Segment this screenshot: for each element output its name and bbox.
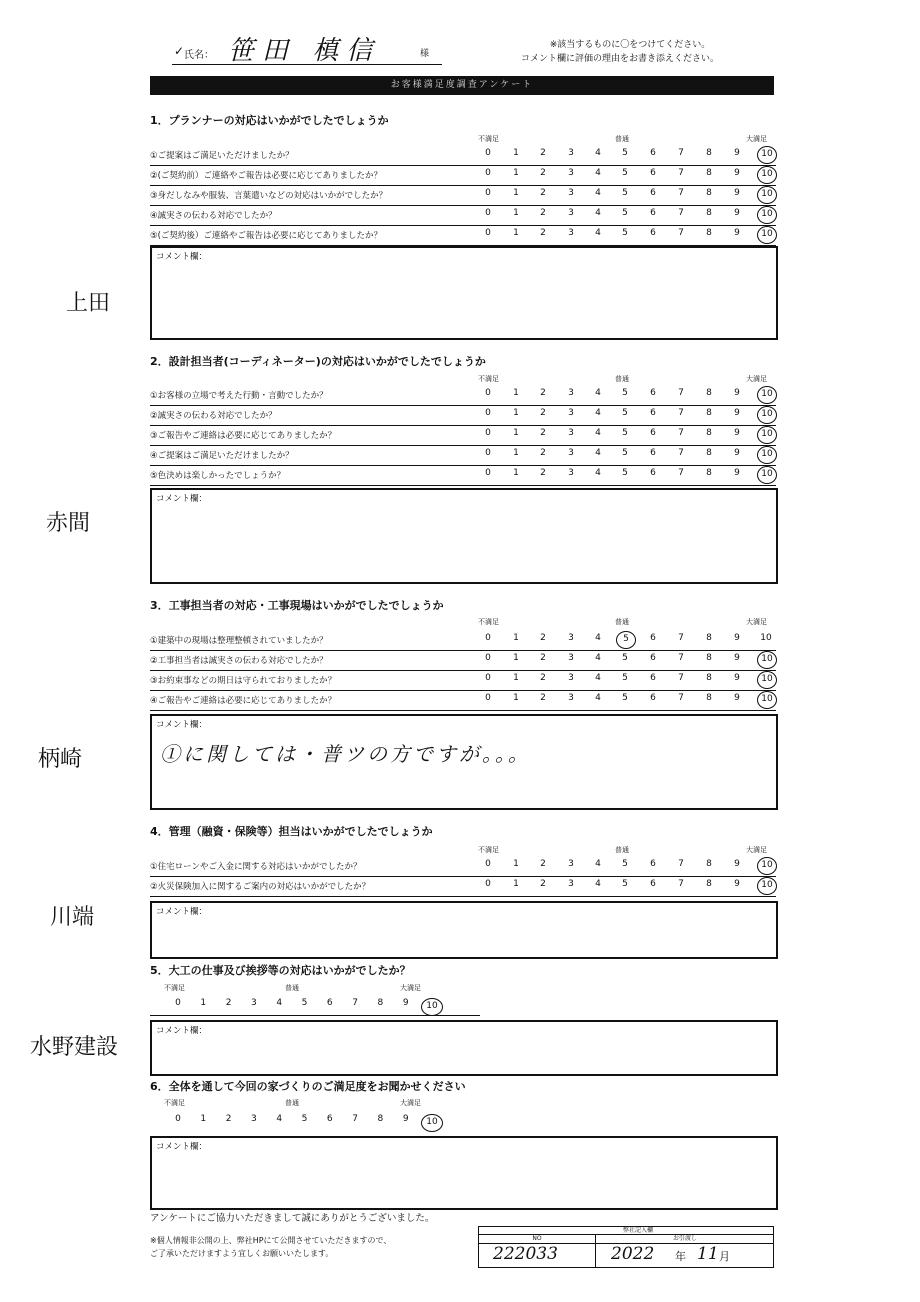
office-record-box (478, 1226, 774, 1268)
rating-option[interactable]: 5 (622, 879, 628, 889)
rating-option[interactable]: 1 (513, 228, 519, 238)
rating-option[interactable]: 1 (513, 673, 519, 683)
rating-option[interactable]: 2 (540, 388, 546, 398)
rating-option[interactable]: 0 (485, 168, 491, 178)
rating-option[interactable]: 0 (485, 408, 491, 418)
staff-name: 赤間 (46, 511, 91, 536)
rating-option[interactable]: 9 (734, 208, 740, 218)
question-row (150, 406, 776, 426)
rating-option[interactable]: 4 (595, 468, 601, 478)
rating-option[interactable]: 3 (568, 208, 574, 218)
rating-option[interactable]: 7 (678, 168, 684, 178)
staff-name: 川端 (50, 905, 95, 930)
selected-rating[interactable]: 10 (757, 877, 777, 895)
rating-option[interactable]: 2 (540, 879, 546, 889)
question-row (150, 186, 776, 206)
rating-option[interactable]: 1 (513, 633, 519, 643)
rating-option[interactable]: 4 (595, 653, 601, 663)
rating-option[interactable]: 3 (568, 428, 574, 438)
rating-option[interactable]: 8 (377, 1114, 384, 1124)
rating-option[interactable]: 9 (734, 228, 740, 238)
rating-option[interactable]: 1 (513, 468, 519, 478)
no-label: NO (479, 1235, 595, 1244)
question-text: ①ご提案はご満足いただけましたか？ (150, 151, 294, 161)
checkmark-icon: ✓ (174, 44, 185, 58)
rating-option[interactable]: 6 (650, 188, 656, 198)
rating-option[interactable]: 3 (568, 188, 574, 198)
comment-label: コメント欄： (156, 252, 208, 262)
rating-option[interactable]: 8 (706, 148, 712, 158)
rating-option[interactable]: 9 (734, 408, 740, 418)
rating-option[interactable]: 5 (622, 388, 628, 398)
rating-option[interactable]: 5 (622, 188, 628, 198)
rating-option[interactable]: 4 (276, 998, 283, 1008)
rating-option[interactable]: 3 (568, 168, 574, 178)
rating-option[interactable]: 6 (650, 428, 656, 438)
question-row (150, 386, 776, 406)
rating-option[interactable]: 0 (485, 208, 491, 218)
scale-mid-label: 普通 (615, 846, 629, 854)
rating-option[interactable]: 2 (540, 859, 546, 869)
rating-option[interactable]: 3 (251, 998, 257, 1008)
rating-option[interactable]: 9 (734, 468, 740, 478)
comment-box[interactable] (150, 714, 778, 810)
question-row (150, 857, 776, 877)
selected-rating[interactable]: 10 (757, 446, 777, 464)
selected-rating[interactable]: 10 (757, 691, 777, 709)
comment-label: コメント欄： (156, 1026, 208, 1036)
rating-option[interactable]: 0 (175, 998, 181, 1008)
selected-rating[interactable]: 10 (757, 671, 777, 689)
rating-option[interactable]: 9 (734, 673, 740, 683)
question-row (150, 206, 776, 226)
honorific: 様 (420, 49, 430, 59)
rating-option[interactable]: 0 (485, 693, 491, 703)
question-text: ⑤色決めは楽しかったでしょうか？ (150, 471, 286, 481)
rating-option[interactable]: 5 (622, 428, 628, 438)
rating-option[interactable]: 7 (678, 228, 684, 238)
rating-option[interactable]: 7 (678, 188, 684, 198)
rating-option[interactable]: 9 (734, 428, 740, 438)
rating-option[interactable]: 7 (352, 998, 358, 1008)
staff-name: 水野建設 (30, 1035, 119, 1060)
rating-option[interactable]: 3 (568, 228, 574, 238)
rating-option[interactable]: 7 (678, 673, 684, 683)
section-title: 4．管理（融資・保険等）担当はいかがでしたでしょうか (150, 825, 433, 838)
question-text: ①建築中の現場は整理整頓されていましたか？ (150, 636, 328, 646)
rating-option[interactable]: 7 (678, 653, 684, 663)
rating-option[interactable]: 8 (706, 879, 712, 889)
rating-option[interactable]: 6 (650, 448, 656, 458)
rating-option[interactable]: 3 (568, 693, 574, 703)
rating-option[interactable]: 0 (485, 653, 491, 663)
rating-option[interactable]: 6 (650, 859, 656, 869)
question-row (150, 651, 776, 671)
rating-option[interactable]: 1 (513, 188, 519, 198)
rating-option[interactable]: 2 (540, 208, 546, 218)
rating-option[interactable]: 9 (734, 168, 740, 178)
scale-low-label: 不満足 (478, 135, 499, 143)
rating-option[interactable]: 5 (622, 208, 628, 218)
scale-high-label: 大満足 (746, 618, 767, 626)
rating-option[interactable]: 2 (540, 428, 546, 438)
rating-option[interactable]: 5 (301, 1114, 308, 1124)
question-text: ③ご報告やご連絡は必要に応じてありましたか？ (150, 431, 337, 441)
rating-option[interactable]: 6 (650, 633, 656, 643)
rating-option[interactable]: 4 (595, 188, 601, 198)
rating-option[interactable]: 6 (650, 653, 656, 663)
rating-option[interactable]: 8 (706, 859, 712, 869)
scale-mid-label: 普通 (615, 375, 629, 383)
selected-rating[interactable]: 10 (757, 426, 777, 444)
rating-option[interactable]: 1 (513, 653, 519, 663)
rating-option[interactable]: 9 (734, 879, 740, 889)
rating-option[interactable]: 0 (485, 428, 491, 438)
question-text: ⑤(ご契約後）ご連絡やご報告は必要に応じてありましたか？ (150, 231, 382, 241)
rating-option[interactable]: 5 (622, 148, 628, 158)
comment-label: コメント欄： (156, 494, 208, 504)
comment-box[interactable] (150, 488, 778, 584)
question-text: ③身だしなみや服装、言葉遣いなどの対応はいかがでしたか？ (150, 191, 388, 201)
footer-thanks: アンケートにご協力いただきまして誠にありがとうございました。 (150, 1213, 435, 1224)
rating-option[interactable]: 9 (734, 148, 740, 158)
rating-option[interactable]: 9 (734, 633, 740, 643)
section-title: 3．工事担当者の対応・工事現場はいかがでしたでしょうか (150, 599, 444, 612)
rating-option[interactable]: 5 (622, 228, 628, 238)
customer-name: 笹田 槙信 (228, 36, 381, 66)
rating-option[interactable]: 8 (706, 428, 712, 438)
rating-option[interactable]: 8 (706, 448, 712, 458)
rating-option[interactable]: 6 (326, 1114, 333, 1124)
selected-rating[interactable]: 10 (757, 206, 777, 224)
question-text: ②火災保険加入に関するご案内の対応はいかがでしたか？ (150, 882, 371, 892)
rating-option[interactable]: 0 (485, 388, 491, 398)
rating-option[interactable]: 7 (678, 879, 684, 889)
rating-option[interactable]: 1 (513, 168, 519, 178)
rating-option[interactable]: 8 (706, 653, 712, 663)
rating-option[interactable]: 2 (540, 168, 546, 178)
rating-option[interactable]: 7 (678, 408, 684, 418)
rating-option[interactable]: 8 (706, 388, 712, 398)
rating-option[interactable]: 6 (650, 388, 656, 398)
selected-rating[interactable]: 10 (757, 466, 777, 484)
scale-high-label: 大満足 (400, 1099, 421, 1107)
scale-low-label: 不満足 (478, 618, 499, 626)
rating-option[interactable]: 3 (568, 448, 574, 458)
rating-option[interactable]: 5 (622, 408, 628, 418)
rating-option[interactable]: 5 (622, 468, 628, 478)
rating-option[interactable]: 6 (650, 208, 656, 218)
selected-rating[interactable]: 10 (757, 226, 777, 244)
instruction-line-1: ※該当するものに〇をつけてください。 (549, 40, 711, 50)
rating-underline (150, 1015, 480, 1016)
rating-option[interactable]: 4 (595, 388, 601, 398)
record-header: 弊社記入欄 (479, 1227, 773, 1235)
handover-year: 2022 (611, 1244, 655, 1264)
rating-option[interactable]: 6 (650, 879, 656, 889)
rating-option[interactable]: 6 (650, 228, 656, 238)
rating-option[interactable]: 5 (622, 693, 628, 703)
rating-option[interactable]: 9 (734, 653, 740, 663)
rating-option[interactable]: 9 (402, 1114, 409, 1124)
question-row (150, 631, 776, 651)
scale-mid-label: 普通 (285, 1099, 299, 1107)
staff-name: 柄崎 (38, 747, 83, 772)
footer-notice-1: ※個人情報非公開の上、弊社HPにて公開させていただきますので、 (150, 1236, 392, 1245)
rating-option[interactable]: 3 (568, 388, 574, 398)
scale-high-label: 大満足 (400, 984, 421, 992)
rating-option[interactable]: 1 (513, 408, 519, 418)
rating-option[interactable]: 1 (513, 879, 519, 889)
rating-option[interactable]: 0 (485, 148, 491, 158)
rating-option[interactable]: 2 (540, 653, 546, 663)
rating-option[interactable]: 3 (568, 408, 574, 418)
rating-option[interactable]: 4 (595, 859, 601, 869)
rating-option[interactable]: 3 (568, 859, 574, 869)
question-text: ④ご提案はご満足いただけましたか？ (150, 451, 294, 461)
scale-low-label: 不満足 (164, 984, 185, 992)
rating-option[interactable]: 4 (595, 228, 601, 238)
rating-option[interactable]: 3 (568, 673, 574, 683)
question-text: ③お約束事などの期日は守られておりましたか？ (150, 676, 337, 686)
handover-month: 11 (697, 1244, 719, 1264)
rating-option[interactable]: 1 (200, 1114, 207, 1124)
rating-option[interactable]: 7 (678, 693, 684, 703)
survey-banner: お客様満足度調査アンケート (150, 76, 774, 95)
rating-option[interactable]: 6 (650, 148, 656, 158)
rating-option[interactable]: 3 (568, 468, 574, 478)
rating-option[interactable]: 7 (678, 859, 684, 869)
selected-rating[interactable]: 10 (757, 406, 777, 424)
scale-mid-label: 普通 (615, 135, 629, 143)
question-text: ②(ご契約前）ご連絡やご報告は必要に応じてありましたか？ (150, 171, 382, 181)
rating-option[interactable]: 7 (352, 1114, 358, 1124)
question-row (150, 446, 776, 466)
rating-option[interactable]: 2 (225, 1114, 232, 1124)
rating-option[interactable]: 6 (650, 673, 656, 683)
rating-option[interactable]: 2 (540, 633, 546, 643)
rating-option[interactable]: 0 (485, 879, 491, 889)
rating-option[interactable]: 2 (540, 448, 546, 458)
footer-notice-2: ご了承いただけますよう宜しくお願いいたします。 (150, 1249, 334, 1258)
rating-option[interactable]: 2 (540, 408, 546, 418)
rating-option[interactable]: 8 (377, 998, 384, 1008)
rating-option[interactable]: 5 (622, 653, 628, 663)
selected-rating[interactable]: 10 (421, 1114, 443, 1132)
rating-option[interactable]: 8 (706, 693, 712, 703)
rating-option[interactable]: 7 (678, 633, 684, 643)
handover-label: お引渡し (595, 1235, 774, 1244)
rating-option[interactable]: 4 (595, 168, 601, 178)
rating-option[interactable]: 4 (595, 208, 601, 218)
scale-low-label: 不満足 (478, 375, 499, 383)
rating-option[interactable]: 4 (595, 428, 601, 438)
selected-rating[interactable]: 10 (757, 146, 777, 164)
question-row (150, 426, 776, 446)
rating-option[interactable]: 1 (513, 693, 519, 703)
section-title: 5．大工の仕事及び挨拶等の対応はいかがでしたか？ (150, 964, 411, 977)
rating-option[interactable]: 4 (595, 673, 601, 683)
rating-option[interactable]: 8 (706, 633, 712, 643)
rating-option[interactable]: 1 (513, 859, 519, 869)
rating-option[interactable]: 0 (485, 228, 491, 238)
comment-box[interactable] (150, 901, 778, 959)
rating-option[interactable]: 6 (650, 693, 656, 703)
rating-option[interactable]: 9 (734, 448, 740, 458)
question-row (150, 146, 776, 166)
rating-option[interactable]: 7 (678, 148, 684, 158)
question-row (150, 691, 776, 711)
rating-option[interactable]: 9 (734, 388, 740, 398)
scale-mid-label: 普通 (285, 984, 299, 992)
question-row (150, 671, 776, 691)
rating-option[interactable]: 4 (595, 633, 601, 643)
question-row (150, 877, 776, 897)
rating-option[interactable]: 6 (326, 998, 333, 1008)
rating-option[interactable]: 8 (706, 188, 712, 198)
rating-option[interactable]: 1 (513, 388, 519, 398)
rating-option[interactable]: 0 (175, 1114, 181, 1124)
rating-option[interactable]: 2 (225, 998, 232, 1008)
name-label: 氏名： (184, 50, 214, 61)
question-text: ②工事担当者は誠実さの伝わる対応でしたか？ (150, 656, 328, 666)
selected-rating[interactable]: 10 (757, 857, 777, 875)
year-unit: 年 (675, 1250, 686, 1263)
selected-rating[interactable]: 10 (757, 186, 777, 204)
rating-option[interactable]: 3 (568, 148, 574, 158)
rating-option[interactable]: 5 (622, 859, 628, 869)
rating-option[interactable]: 4 (276, 1114, 283, 1124)
question-row (150, 466, 776, 486)
comment-box[interactable] (150, 1136, 778, 1210)
rating-option[interactable]: 10 (760, 633, 772, 643)
rating-option[interactable]: 2 (540, 148, 546, 158)
scale-low-label: 不満足 (164, 1099, 185, 1107)
rating-option[interactable]: 2 (540, 188, 546, 198)
scale-high-label: 大満足 (746, 375, 767, 383)
rating-option[interactable]: 1 (513, 208, 519, 218)
rating-option[interactable]: 8 (706, 208, 712, 218)
rating-option[interactable]: 8 (706, 408, 712, 418)
rating-option[interactable]: 7 (678, 428, 684, 438)
question-row (150, 226, 776, 246)
rating-option[interactable]: 2 (540, 468, 546, 478)
selected-rating[interactable]: 5 (616, 631, 636, 649)
rating-option[interactable]: 7 (678, 208, 684, 218)
selected-rating[interactable]: 10 (757, 651, 777, 669)
name-area (172, 30, 442, 65)
rating-option[interactable]: 7 (678, 388, 684, 398)
rating-option[interactable]: 4 (595, 148, 601, 158)
rating-option[interactable]: 8 (706, 468, 712, 478)
record-number: 222033 (493, 1244, 558, 1264)
rating-option[interactable]: 1 (200, 998, 207, 1008)
staff-name: 上田 (66, 291, 111, 316)
comment-box[interactable] (150, 246, 778, 340)
question-text: ①お客様の立場で考えた行動・言動でしたか？ (150, 391, 328, 401)
rating-option[interactable]: 8 (706, 168, 712, 178)
rating-option[interactable]: 8 (706, 228, 712, 238)
rating-option[interactable]: 5 (622, 448, 628, 458)
comment-text: ①に関しては・普ツの方ですが。。。 (160, 742, 531, 766)
rating-option[interactable]: 9 (734, 859, 740, 869)
rating-option[interactable]: 2 (540, 693, 546, 703)
rating-option[interactable]: 7 (678, 468, 684, 478)
rating-option[interactable]: 0 (485, 448, 491, 458)
scale-high-label: 大満足 (746, 135, 767, 143)
question-row (150, 166, 776, 186)
scale-high-label: 大満足 (746, 846, 767, 854)
rating-option[interactable]: 4 (595, 408, 601, 418)
rating-option[interactable]: 5 (622, 168, 628, 178)
rating-option[interactable]: 3 (251, 1114, 257, 1124)
comment-label: コメント欄： (156, 1142, 208, 1152)
question-text: ②誠実さの伝わる対応でしたか？ (150, 411, 277, 421)
rating-option[interactable]: 1 (513, 448, 519, 458)
rating-option[interactable]: 3 (568, 653, 574, 663)
rating-option[interactable]: 3 (568, 633, 574, 643)
rating-option[interactable]: 0 (485, 673, 491, 683)
selected-rating[interactable]: 10 (757, 166, 777, 184)
comment-box[interactable] (150, 1020, 778, 1076)
rating-option[interactable]: 8 (706, 673, 712, 683)
rating-option[interactable]: 9 (402, 998, 409, 1008)
rating-option[interactable]: 6 (650, 168, 656, 178)
scale-mid-label: 普通 (615, 618, 629, 626)
rating-option[interactable]: 6 (650, 408, 656, 418)
scale-low-label: 不満足 (478, 846, 499, 854)
rating-option[interactable]: 5 (301, 998, 308, 1008)
rating-option[interactable]: 0 (485, 468, 491, 478)
rating-option[interactable]: 1 (513, 148, 519, 158)
section-title: 1．プランナーの対応はいかがでしたでしょうか (150, 114, 389, 127)
rating-option[interactable]: 0 (485, 188, 491, 198)
selected-rating[interactable]: 10 (757, 386, 777, 404)
instruction-line-2: コメント欄に評価の理由をお書き添えください。 (520, 54, 719, 64)
section-title: 6．全体を通して今回の家づくりのご満足度をお聞かせください (150, 1080, 466, 1093)
rating-option[interactable]: 9 (734, 188, 740, 198)
question-text: ④誠実さの伝わる対応でしたか？ (150, 211, 277, 221)
rating-option[interactable]: 2 (540, 673, 546, 683)
rating-option[interactable]: 2 (540, 228, 546, 238)
section-title: 2．設計担当者(コーディネーター)の対応はいかがでしたでしょうか (150, 355, 486, 368)
rating-option[interactable]: 3 (568, 879, 574, 889)
question-text: ①住宅ローンやご入金に関する対応はいかがでしたか？ (150, 862, 362, 872)
rating-option[interactable]: 4 (595, 693, 601, 703)
comment-label: コメント欄： (156, 907, 208, 917)
rating-option[interactable]: 0 (485, 859, 491, 869)
question-text: ④ご報告やご連絡は必要に応じてありましたか？ (150, 696, 337, 706)
rating-option[interactable]: 4 (595, 879, 601, 889)
selected-rating[interactable]: 10 (421, 998, 443, 1016)
rating-option[interactable]: 4 (595, 448, 601, 458)
rating-option[interactable]: 7 (678, 448, 684, 458)
rating-option[interactable]: 1 (513, 428, 519, 438)
month-unit: 月 (719, 1250, 730, 1263)
rating-option[interactable]: 9 (734, 693, 740, 703)
comment-label: コメント欄： (156, 720, 208, 730)
rating-option[interactable]: 5 (622, 673, 628, 683)
rating-option[interactable]: 6 (650, 468, 656, 478)
rating-option[interactable]: 0 (485, 633, 491, 643)
